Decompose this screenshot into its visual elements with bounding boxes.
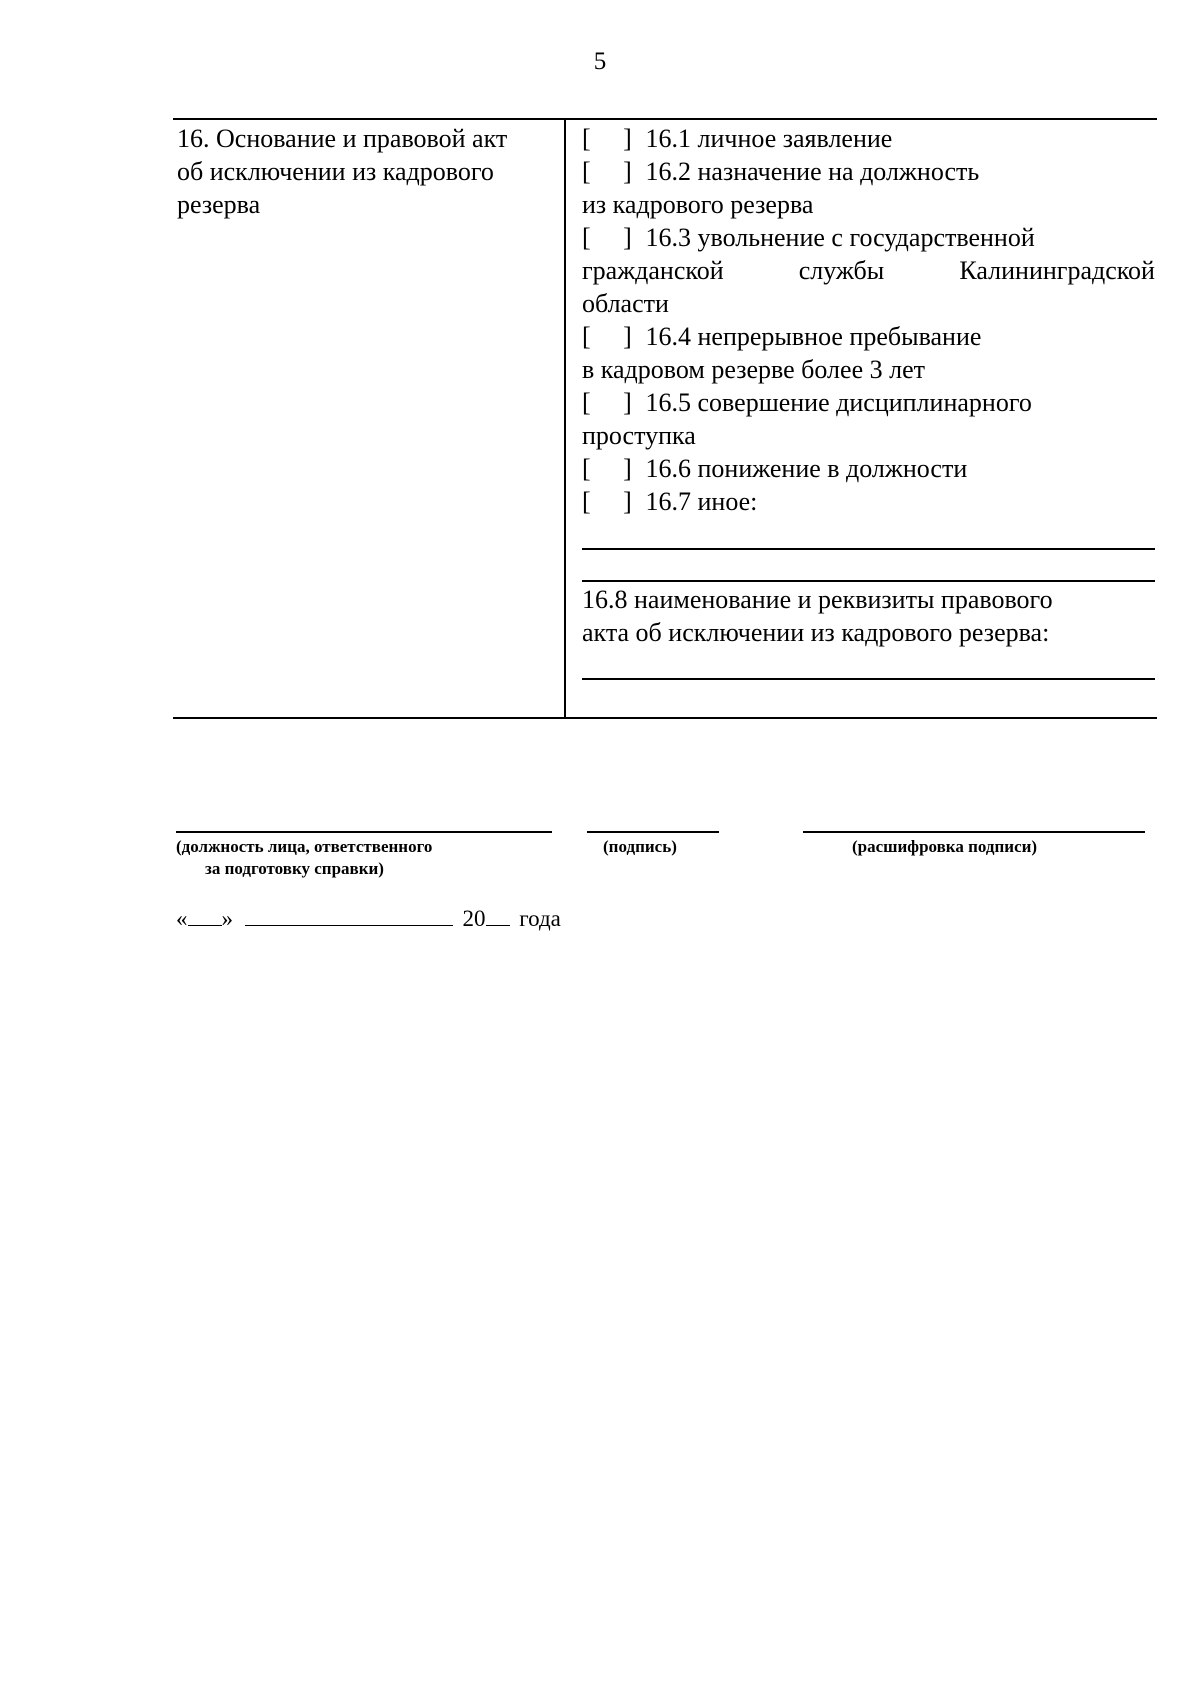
table-column-divider [564, 118, 566, 718]
option-16-4[interactable] [582, 320, 1155, 353]
option-16-7-label: 16.7 иное: [645, 487, 758, 516]
table-top-border [173, 118, 1157, 120]
date-row [176, 905, 561, 932]
option-16-4-continuation: в кадровом резерве более 3 лет [582, 355, 925, 384]
signature-line[interactable] [587, 831, 719, 833]
checkbox-16-1[interactable]: [ ] [582, 124, 632, 153]
act-details-blank-line[interactable] [582, 678, 1155, 680]
checkbox-16-6[interactable]: [ ] [582, 454, 632, 483]
option-16-3-word: гражданской [582, 256, 724, 285]
checkbox-16-5[interactable]: [ ] [582, 388, 632, 417]
option-16-6[interactable] [582, 452, 1155, 485]
option-16-1[interactable] [582, 122, 1155, 155]
signature-decode-caption: (расшифровка подписи) [852, 837, 1038, 856]
checkbox-16-3[interactable]: [ ] [582, 223, 632, 252]
option-16-4-label: 16.4 непрерывное пребывание [645, 322, 982, 351]
signature-decode-line[interactable] [803, 831, 1145, 833]
year-field[interactable] [486, 905, 510, 926]
option-16-3-continuation: области [582, 289, 669, 318]
day-field[interactable] [188, 905, 222, 926]
table-bottom-border [173, 717, 1157, 719]
date-close-quote: » [221, 906, 233, 931]
act-details-line: 16.8 наименование и реквизиты правового [582, 585, 1053, 614]
position-signature-line[interactable] [176, 831, 552, 833]
option-16-5-label: 16.5 совершение дисциплинарного [645, 388, 1032, 417]
position-caption-line: за подготовку справки) [205, 859, 384, 878]
checkbox-16-4[interactable]: [ ] [582, 322, 632, 351]
year-prefix: 20 [462, 906, 486, 931]
checkbox-16-2[interactable]: [ ] [582, 157, 632, 186]
section-16-label-line: 16. Основание и правовой акт [177, 124, 508, 153]
option-16-2-label: 16.2 назначение на должность [645, 157, 980, 186]
option-16-2[interactable] [582, 155, 1155, 188]
date-open-quote: « [176, 906, 188, 931]
section-16-label-line: резерва [177, 190, 261, 219]
option-16-7[interactable] [582, 485, 1155, 518]
other-reason-line-1[interactable] [582, 548, 1155, 550]
option-16-3-word: Калининградской [959, 256, 1155, 285]
act-details [582, 583, 1155, 649]
section-16-label-line: об исключении из кадрового [177, 157, 494, 186]
checkbox-16-7[interactable]: [ ] [582, 487, 632, 516]
position-caption [176, 836, 556, 880]
section-16-options [582, 122, 1155, 518]
option-16-5[interactable] [582, 386, 1155, 419]
option-16-3[interactable] [582, 221, 1155, 254]
option-16-1-label: 16.1 личное заявление [645, 124, 893, 153]
option-16-3-word: службы [798, 256, 885, 285]
option-16-3-label: 16.3 увольнение с государственной [645, 223, 1035, 252]
position-caption-line: (должность лица, ответственного [176, 837, 433, 856]
option-16-2-continuation: из кадрового резерва [582, 190, 814, 219]
option-16-6-label: 16.6 понижение в должности [645, 454, 968, 483]
option-16-3-continuation-justified [582, 254, 1155, 287]
option-16-5-continuation: проступка [582, 421, 696, 450]
section-16-label [177, 122, 557, 221]
other-reason-line-2[interactable] [582, 580, 1155, 582]
page-number: 5 [593, 48, 607, 75]
month-field[interactable] [245, 905, 453, 926]
signature-caption: (подпись) [603, 837, 677, 856]
year-suffix: года [519, 906, 561, 931]
act-details-line: акта об исключении из кадрового резерва: [582, 618, 1050, 647]
